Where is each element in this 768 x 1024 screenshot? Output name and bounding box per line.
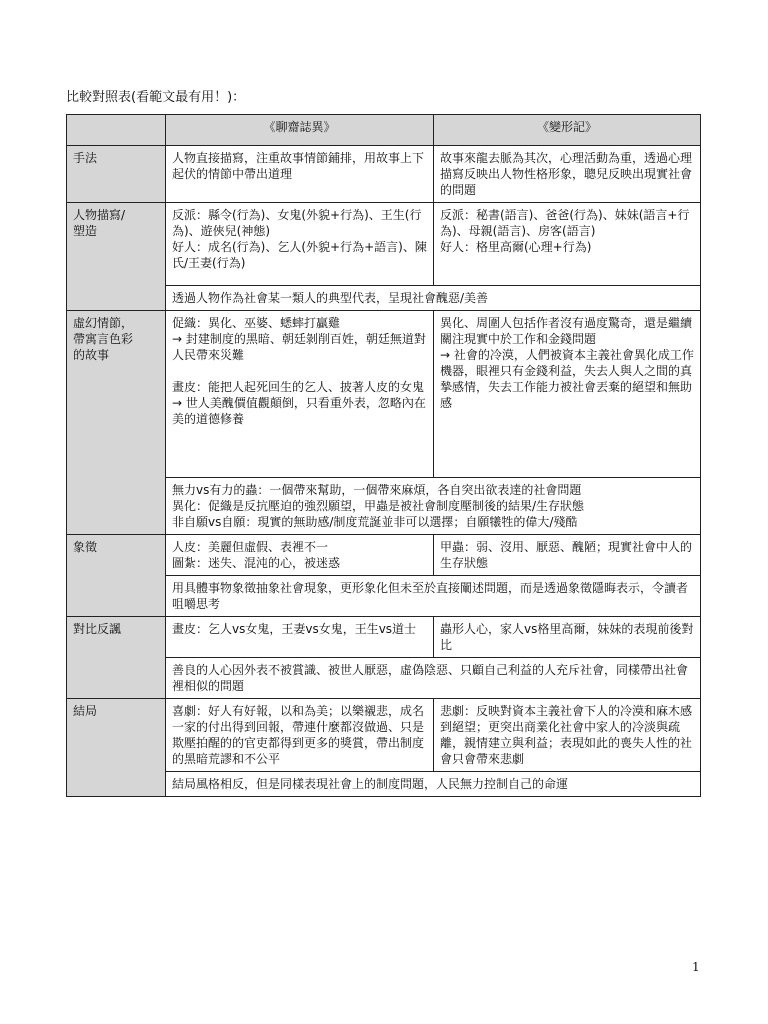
cell-technique-liaozhai: 人物直接描寫，注重故事情節鋪排，用故事上下起伏的情節中帶出道理 [166, 146, 434, 203]
cell-ending-shared: 結局風格相反，但是同樣表現社會上的制度問題，人民無力控制自己的命運 [166, 772, 701, 797]
header-metamorphosis: 《變形記》 [434, 115, 701, 146]
table-row [67, 146, 701, 203]
row-label-contrast: 對比反諷 [67, 617, 166, 699]
cell-contrast-shared: 善良的人心因外表不被賞識、被世人厭惡，虛偽陰惡、只顧自己利益的人充斥社會，同樣帶出社會裡相似的問題 [166, 658, 701, 699]
cell-fantasy-shared: 無力vs有力的蟲：一個帶來幫助，一個帶來麻煩，各自突出欲表達的社會問題 異化：促織是反抗壓迫的強烈願望，甲蟲是被社會制度壓制後的結果/生存狀態 非自願vs自願：現實的無助感/制度荒誕並非可以選擇；自願犧牲的偉大/殘酷 [166, 478, 701, 535]
table-row [67, 699, 701, 772]
cell-characters-shared: 透過人物作為社會某一類人的典型代表，呈現社會醜惡/美善 [166, 286, 701, 311]
cell-technique-metamorphosis: 故事來龍去脈為其次，心理活動為重，透過心理描寫反映出人物性格形象，聰兒反映出現實社會的問題 [434, 146, 701, 203]
table-header-row [67, 115, 701, 146]
row-label-technique: 手法 [67, 146, 166, 203]
header-corner-cell [67, 115, 166, 146]
cell-contrast-liaozhai: 畫皮：乞人vs女鬼，王妻vs女鬼，王生vs道士 [166, 617, 434, 658]
table-row [67, 203, 701, 286]
row-label-fantasy: 虛幻情節， 帶寓言色彩 的故事 [67, 311, 166, 535]
cell-ending-liaozhai: 喜劇：好人有好報，以和為美；以樂襯悲，成名一家的付出得到回報，帶連什麼都沒做過、只是欺壓拍醒的的官吏都得到更多的獎賞，帶出制度的黑暗荒謬和不公平 [166, 699, 434, 772]
cell-symbolism-shared: 用具體事物象徵抽象社會現象，更形象化但未至於直接闡述問題，而是透過象徵隱晦表示，令讀者咀嚼思考 [166, 576, 701, 617]
cell-characters-liaozhai: 反派：縣令(行為)、女鬼(外貌+行為)、王生(行為)、遊俠兒(神態) 好人：成名(行為)、乞人(外貌+行為+語言)、陳氏/王妻(行為) [166, 203, 434, 286]
cell-contrast-metamorphosis: 蟲形人心，家人vs格里高爾，妹妹的表現前後對比 [434, 617, 701, 658]
cell-fantasy-metamorphosis: 異化、周圍人包括作者沒有過度驚奇，還是繼續關注現實中於工作和金錢問題 → 社會的冷漠，人們被資本主義社會異化成工作機器，眼裡只有金錢利益，失去人與人之間的真摯感情，失去工作能力被社會丟棄的絕望和無助感 [434, 311, 701, 478]
page-number: 1 [692, 960, 700, 974]
table-row [67, 617, 701, 658]
document-title: 比較對照表(看範文最有用！)： [66, 90, 246, 105]
header-liaozhai: 《聊齋誌異》 [166, 115, 434, 146]
cell-ending-metamorphosis: 悲劇：反映對資本主義社會下人的冷漠和麻木感到絕望；更突出商業化社會中家人的冷淡與疏離，親情建立與利益；表現如此的喪失人性的社會只會帶來悲劇 [434, 699, 701, 772]
row-label-ending: 結局 [67, 699, 166, 797]
cell-characters-metamorphosis: 反派：秘書(語言)、爸爸(行為)、妹妹(語言+行為)、母親(語言)、房客(語言) 好人：格里高爾(心理+行為) [434, 203, 701, 286]
cell-fantasy-liaozhai: 促織：異化、巫婆、蟋蟀打贏雞 → 封建制度的黑暗、朝廷剝削百姓，朝廷無道對人民帶來災難 畫皮：能把人起死回生的乞人、披著人皮的女鬼 → 世人美醜價值觀顛倒，只看重外表，忽略內在美的道德修養 [166, 311, 434, 478]
table-row [67, 535, 701, 576]
cell-symbolism-liaozhai: 人皮：美麗但虛假、表裡不一 圖紮：迷失、混沌的心，被迷惑 [166, 535, 434, 576]
row-label-characters: 人物描寫/ 塑造 [67, 203, 166, 311]
cell-symbolism-metamorphosis: 甲蟲：弱、沒用、厭惡、醜陋；現實社會中人的生存狀態 [434, 535, 701, 576]
table-row [67, 311, 701, 478]
row-label-symbolism: 象徵 [67, 535, 166, 617]
comparison-table [66, 114, 701, 797]
